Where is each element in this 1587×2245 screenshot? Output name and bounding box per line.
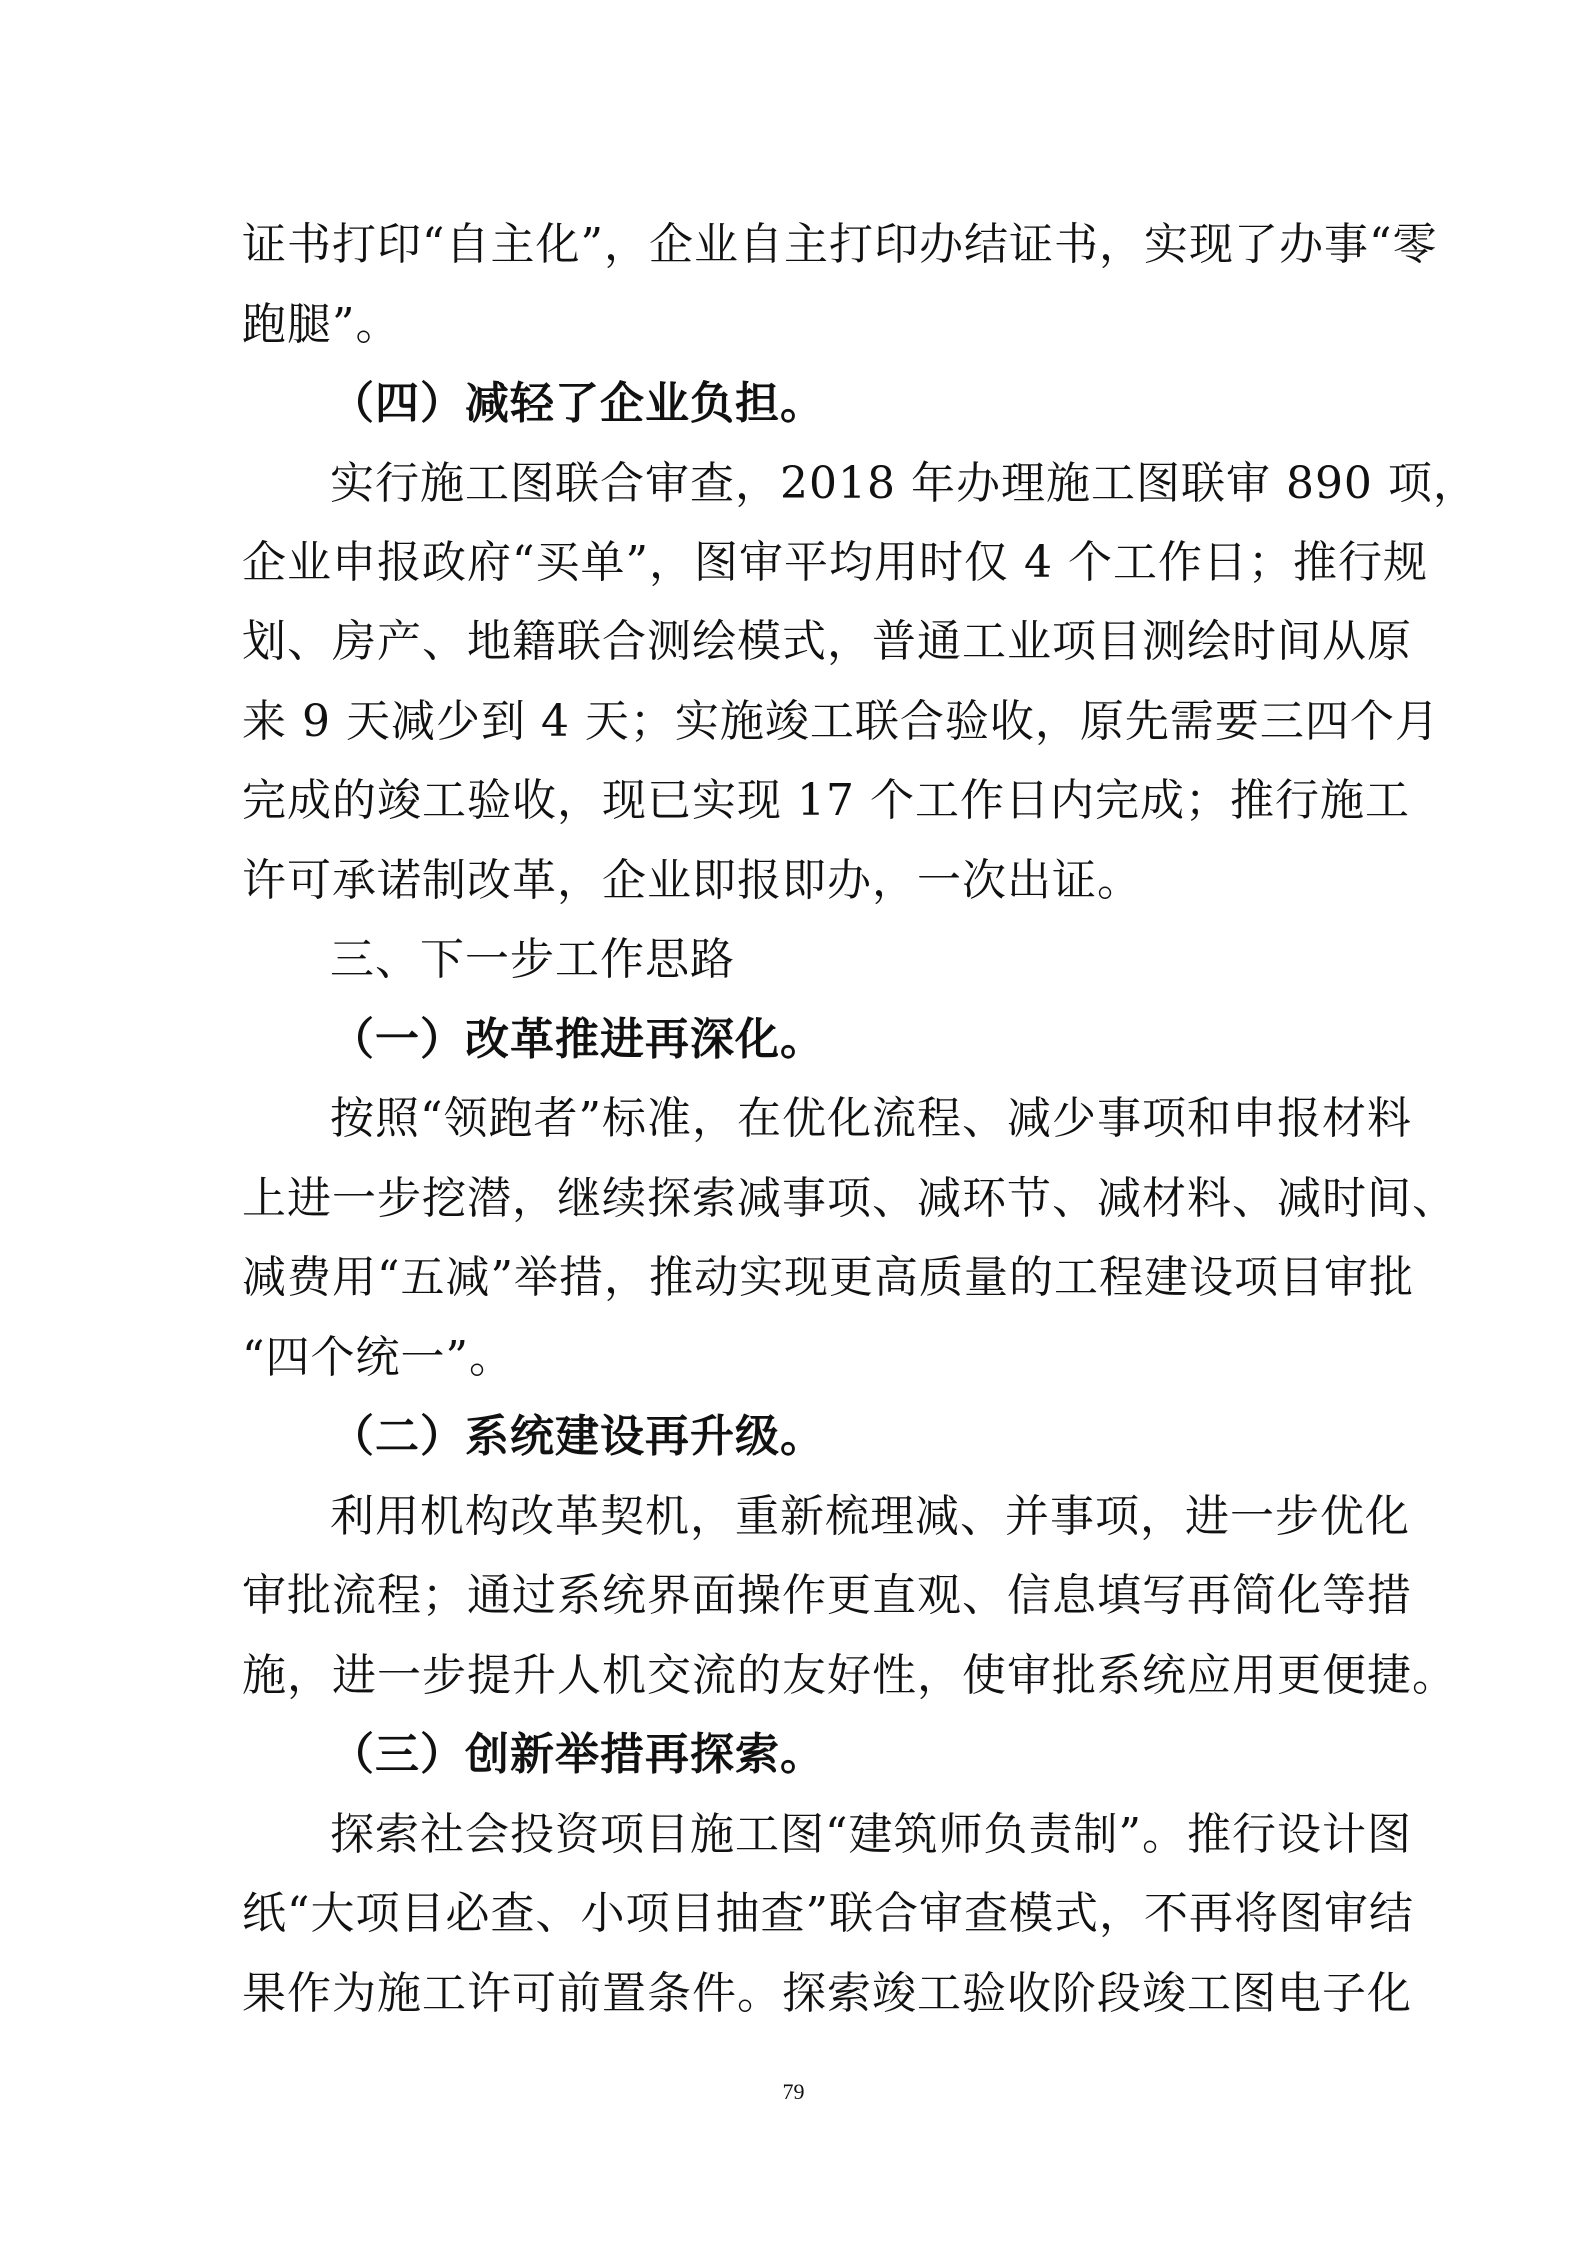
- paragraph-line: 实行施工图联合审查，2018 年办理施工图联审 890 项，: [330, 458, 1478, 509]
- section-heading: （三）创新举措再探索。: [330, 1729, 825, 1780]
- paragraph-line: 果作为施工许可前置条件。探索竣工验收阶段竣工图电子化: [242, 1968, 1412, 2019]
- paragraph-line: 划、房产、地籍联合测绘模式，普通工业项目测绘时间从原: [242, 616, 1412, 667]
- paragraph-line: 来 9 天减少到 4 天；实施竣工联合验收，原先需要三四个月: [242, 696, 1440, 747]
- paragraph-line: 上进一步挖潜，继续探索减事项、减环节、减材料、减时间、: [242, 1173, 1457, 1224]
- paragraph-line: 探索社会投资项目施工图“建筑师负责制”。推行设计图: [330, 1809, 1412, 1860]
- paragraph-line: 纸“大项目必查、小项目抽查”联合审查模式，不再将图审结: [242, 1888, 1414, 1939]
- paragraph-line: 证书打印“自主化”，企业自主打印办结证书，实现了办事“零: [242, 219, 1438, 270]
- section-heading: （一）改革推进再深化。: [330, 1014, 825, 1065]
- paragraph-line: 许可承诺制改革，企业即报即办，一次出证。: [242, 855, 1142, 906]
- paragraph-line: 按照“领跑者”标准，在优化流程、减少事项和申报材料: [330, 1093, 1412, 1144]
- paragraph-line: 施，进一步提升人机交流的友好性，使审批系统应用更便捷。: [242, 1650, 1457, 1701]
- section-heading: （二）系统建设再升级。: [330, 1411, 825, 1462]
- chapter-heading: 三、下一步工作思路: [330, 934, 735, 985]
- paragraph-line: “四个统一”。: [242, 1332, 514, 1383]
- paragraph-line: 审批流程；通过系统界面操作更直观、信息填写再简化等措: [242, 1570, 1412, 1621]
- paragraph-line: 利用机构改革契机，重新梳理减、并事项，进一步优化: [330, 1491, 1410, 1542]
- page-number: 79: [782, 2079, 805, 2104]
- paragraph-line: 减费用“五减”举措，推动实现更高质量的工程建设项目审批: [242, 1252, 1414, 1303]
- paragraph-line: 完成的竣工验收，现已实现 17 个工作日内完成；推行施工: [242, 775, 1410, 826]
- section-heading: （四）减轻了企业负担。: [330, 378, 825, 429]
- paragraph-line: 跑腿”。: [242, 299, 401, 350]
- paragraph-line: 企业申报政府“买单”，图审平均用时仅 4 个工作日；推行规: [242, 537, 1428, 588]
